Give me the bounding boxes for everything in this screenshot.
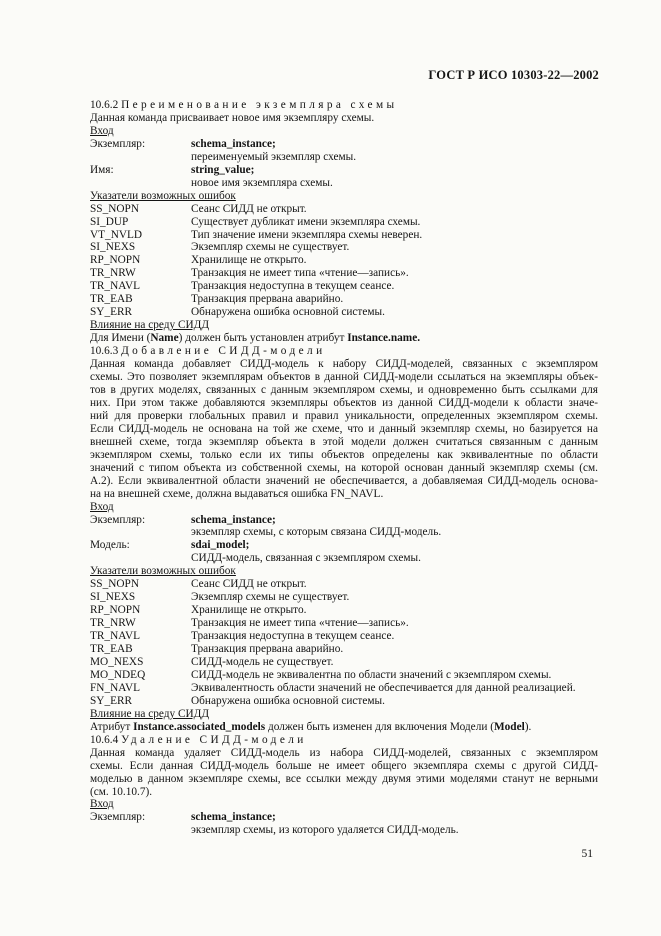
param-desc: экземпляр схемы, из которого удаляется СИДД-модель. [191,824,459,837]
error-code: MO_NDEQ [90,668,146,681]
errors-label: Указатели возможных ошибок [90,565,236,578]
error-row [90,643,598,656]
paragraph-line: А.2). Если эквивалентной области значений не обеспечивается, а добавляемая СИДД-модель основа- [90,474,598,487]
error-text: Транзакция прервана аварийно. [191,293,344,306]
error-code: MO_NEXS [90,655,144,668]
error-code: SI_NEXS [90,241,136,254]
error-text: Транзакция недоступна в текущем сеансе. [191,280,395,293]
param-key: Модель: [90,539,130,552]
param-type: schema_instance; [191,513,276,526]
paragraph-line: схемы. Это позволяет экземплярам объектов в данной СИДД-модели ссылаться на экземпляры объек- [90,371,598,384]
paragraph-line: значений с типом объекта из собственной схемы, на которой основан данный экземпляр схемы (см. [90,461,598,474]
error-row [90,682,598,695]
error-row [90,293,598,306]
param-type: string_value; [191,163,255,176]
input-label: Вход [90,124,114,137]
param-row [90,514,598,527]
paragraph-line: (см. 10.10.7). [90,785,153,798]
paragraph-line: Данная команда удаляет СИДД-модель из набора СИДД-моделей, связанных с экземпляром [90,746,598,759]
param-row [90,811,598,824]
error-row [90,241,598,254]
error-code: SS_NOPN [90,202,139,215]
section-paragraph [90,358,598,500]
param-type: schema_instance; [191,137,276,150]
error-text: Существует дубликат имени экземпляра схемы. [191,215,421,228]
effect-label: Влияние на среду СИДД [90,707,210,720]
paragraph-line: на на внешней схеме, должна выдаваться ошибка FN_NAVL. [90,487,384,500]
param-type: sdai_model; [191,539,250,552]
param-desc-row [90,552,598,565]
error-row [90,604,598,617]
error-row [90,591,598,604]
input-label: Вход [90,798,114,811]
error-text: Транзакция не имеет типа «чтение—запись». [191,267,409,280]
error-text: Транзакция прервана аварийно. [191,643,344,656]
param-row [90,164,598,177]
paragraph-line: них. При этом также добавляются экземпляры объектов из данной СИДД-модели к области значе- [90,396,598,409]
error-code: RP_NOPN [90,254,141,267]
error-text: Эквивалентность области значений не обеспечивается для данной реализацией. [191,681,576,694]
heading-text: Добавление СИДД-модели [121,345,326,358]
error-row [90,216,598,229]
error-code: SY_ERR [90,306,133,319]
param-row [90,539,598,552]
param-type: schema_instance; [191,811,276,824]
error-text: Хранилище не открыто. [191,604,307,617]
error-text: СИДД-модель не существует. [191,655,334,668]
document-header: ГОСТ Р ИСО 10303-22—2002 [428,68,599,82]
error-text: Обнаружена ошибка основной системы. [191,694,385,707]
error-row [90,229,598,242]
error-row [90,254,598,267]
param-desc: переименуемый экземпляр схемы. [191,150,357,163]
param-key: Экземпляр: [90,513,146,526]
error-text: Экземпляр схемы не существует. [191,591,350,604]
paragraph-line: схемы. Если данная СИДД-модель больше не имеет общего экземпляра схемы с другой СИДД- [90,759,598,772]
error-text: СИДД-модель не эквивалентна по области значений с экземпляром схемы. [191,668,552,681]
error-row [90,695,598,708]
param-desc: новое имя экземпляра схемы. [191,176,333,189]
heading-text: Переименование экземпляра схемы [121,99,398,111]
error-code: TR_NAVL [90,630,141,643]
error-text: Тип значение имени экземпляра схемы неверен. [191,228,423,241]
errors-list [90,578,598,708]
error-row [90,280,598,293]
param-key: Имя: [90,163,114,176]
section-heading-10-6-2 [90,99,598,112]
param-key: Экземпляр: [90,137,146,150]
heading-number: 10.6.2 [90,99,119,111]
paragraph-line: Если СИДД-модель не основана на той же схеме, что и данный экземпляр схемы, но базируется на [90,422,598,435]
paragraph-line: ний для проверки глобальных правил и правил уникальности, определенных экземпляром схемы. [90,409,598,422]
param-desc-row [90,824,598,837]
error-text: Сеанс СИДД не открыт. [191,578,307,591]
error-text: Транзакция недоступна в текущем сеансе. [191,630,395,643]
error-code: TR_NAVL [90,280,141,293]
main-content [90,99,598,837]
error-code: SY_ERR [90,694,133,707]
paragraph-line: экземпляром схемы, только если их типы объектов определены как эквивалентные по области [90,448,598,461]
param-desc-row [90,151,598,164]
error-code: VT_NVLD [90,228,143,241]
section-heading-10-6-4 [90,734,598,747]
error-row [90,203,598,216]
param-row [90,138,598,151]
error-code: RP_NOPN [90,604,141,617]
section-paragraph [90,747,598,799]
error-code: SS_NOPN [90,578,139,591]
error-text: Хранилище не открыто. [191,254,307,267]
heading-number: 10.6.4 [90,733,119,746]
error-code: TR_NRW [90,267,136,280]
errors-label: Указатели возможных ошибок [90,189,236,202]
error-text: Экземпляр схемы не существует. [191,241,350,254]
error-text: Обнаружена ошибка основной системы. [191,306,385,319]
page-number: 51 [581,848,593,860]
error-code: FN_NAVL [90,681,141,694]
param-desc-row [90,526,598,539]
error-code: SI_DUP [90,215,129,228]
effect-text: Для Имени (Name) должен быть установлен атрибут Instance.name. [90,332,421,345]
error-code: TR_NRW [90,617,136,630]
effect-text: Атрибут Instance.associated_models должен быть изменен для включения Модели (Model). [90,720,532,733]
error-row [90,669,598,682]
section-intro: Данная команда присваивает новое имя экземпляру схемы. [90,111,375,124]
section-heading-10-6-3 [90,345,598,358]
input-label: Вход [90,500,114,513]
paragraph-line: Данная команда добавляет СИДД-модель к набору СИДД-моделей, связанных с экземпляром [90,358,598,371]
heading-text: Удаление СИДД-модели [121,733,307,746]
paragraph-line: тов в других моделях, связанных с данным экземпляром схемы, и одновременно быть ссылками для [90,383,598,396]
error-row [90,656,598,669]
heading-number: 10.6.3 [90,345,119,358]
error-code: SI_NEXS [90,591,136,604]
param-desc: СИДД-модель, связанная с экземпляром схемы. [191,552,421,565]
error-text: Сеанс СИДД не открыт. [191,202,307,215]
error-code: TR_EAB [90,293,133,306]
error-row [90,630,598,643]
error-row [90,578,598,591]
paragraph-line: моделью в данном экземпляре схемы, все ссылки между двумя этими моделями станут не верными [90,772,598,785]
error-code: TR_EAB [90,643,133,656]
param-desc-row [90,177,598,190]
error-text: Транзакция не имеет типа «чтение—запись». [191,617,409,630]
error-row [90,617,598,630]
error-row [90,306,598,319]
errors-list [90,203,598,320]
param-desc: экземпляр схемы, с которым связана СИДД-модель. [191,526,442,539]
param-key: Экземпляр: [90,811,146,824]
paragraph-line: внешней схеме, тогда экземпляр объекта в этой модели должен считаться связанным с данным [90,435,598,448]
error-row [90,267,598,280]
effect-label: Влияние на среду СИДД [90,319,210,332]
